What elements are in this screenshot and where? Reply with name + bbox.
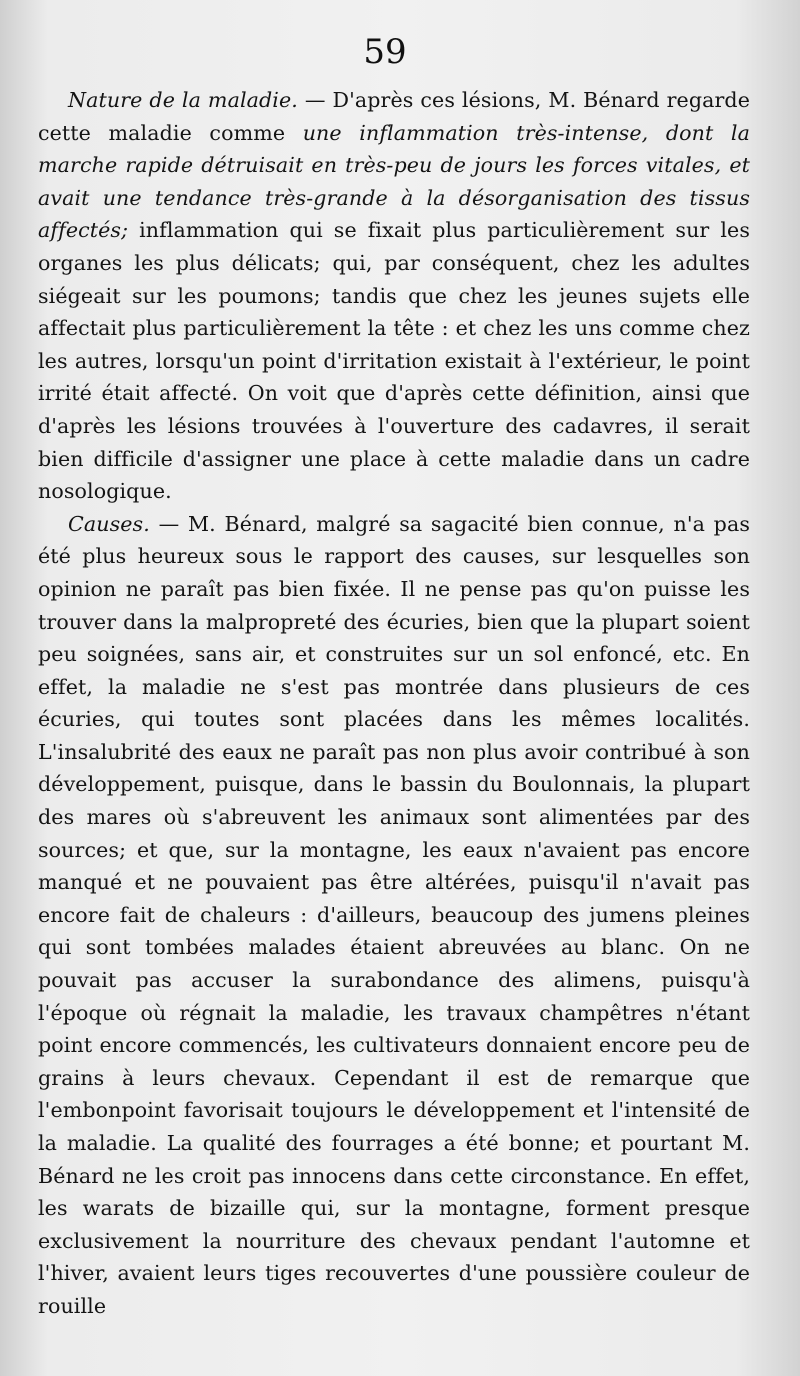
section-heading-causes: Causes. <box>68 511 150 536</box>
page-number: 59 <box>363 32 407 72</box>
section-heading-nature: Nature de la maladie. <box>68 88 298 112</box>
heading-dash: — <box>149 511 188 536</box>
paragraph-text: inflammation qui se fixait plus particulièrement sur les organes les plus délicats; qui, par conséquent, chez les adultes siégeait sur les poumons; tandis que chez les jeunes sujets elle affectait plus particulièrement la tête : et chez les uns comme chez les autres, lorsqu'un point d'irritation existait à l'extérieur, le point irrité était affecté. On voit que d'après cette définition, ainsi que d'après les lésions trouvées à l'ouverture des cadavres, il serait bien difficile d'assigner une place à cette maladie dans un cadre nosologique. <box>38 218 750 504</box>
paragraph-causes <box>38 508 750 1323</box>
heading-dash: — <box>297 88 333 112</box>
italic-definition: une inflammation très-intense, dont la marche rapide détruisait en très-peu de jours les forces vitales, et avait une tendance très-grande à la désorganisation des tissus affectés; <box>38 120 750 243</box>
paragraph-text: D'après ces lésions, M. Bénard regarde cette maladie comme <box>38 88 750 145</box>
paragraph-nature-de-la-maladie <box>38 84 750 508</box>
paragraph-text: M. Bénard, malgré sa sagacité bien connue, n'a pas été plus heureux sous le rapport des causes, sur lesquelles son opinion ne paraît pas bien fixée. Il ne pense pas qu'on puisse les trouver dans la malpropreté des écuries, bien que la plupart soient peu soignées, sans air, et construites sur un sol enfoncé, etc. En effet, la maladie ne s'est pas montrée dans plusieurs de ces écuries, qui toutes sont placées dans les mêmes localités. L'insalubrité des eaux ne paraît pas non plus avoir contribué à son développement, puisque, dans le bassin du Boulonnais, la plupart des mares où s'abreuvent les animaux sont alimentées par des sources; et que, sur la montagne, les eaux n'avaient pas encore manqué et ne pouvaient pas être altérées, puisqu'il n'avait pas encore fait de chaleurs : d'ailleurs, beaucoup des jumens pleines qui sont tombées malades étaient abreuvées au blanc. On ne pouvait pas accuser la surabondance des alimens, puisqu'à l'époque où régnait la maladie, les travaux champêtres n'étant point encore commencés, les cultivateurs donnaient encore peu de grains à leurs chevaux. Cependant il est de remarque que l'embonpoint favorisait toujours le développement et l'intensité de la maladie. La qualité des fourrages a été bonne; et pourtant M. Bénard ne les croit pas innocens dans cette circonstance. En effet, les warats de bizaille qui, sur la montagne, forment presque exclusivement la nourriture des chevaux pendant l'automne et l'hiver, avaient leurs tiges recouvertes d'une poussière couleur de rouille <box>38 511 750 1318</box>
body-text <box>38 84 750 1323</box>
